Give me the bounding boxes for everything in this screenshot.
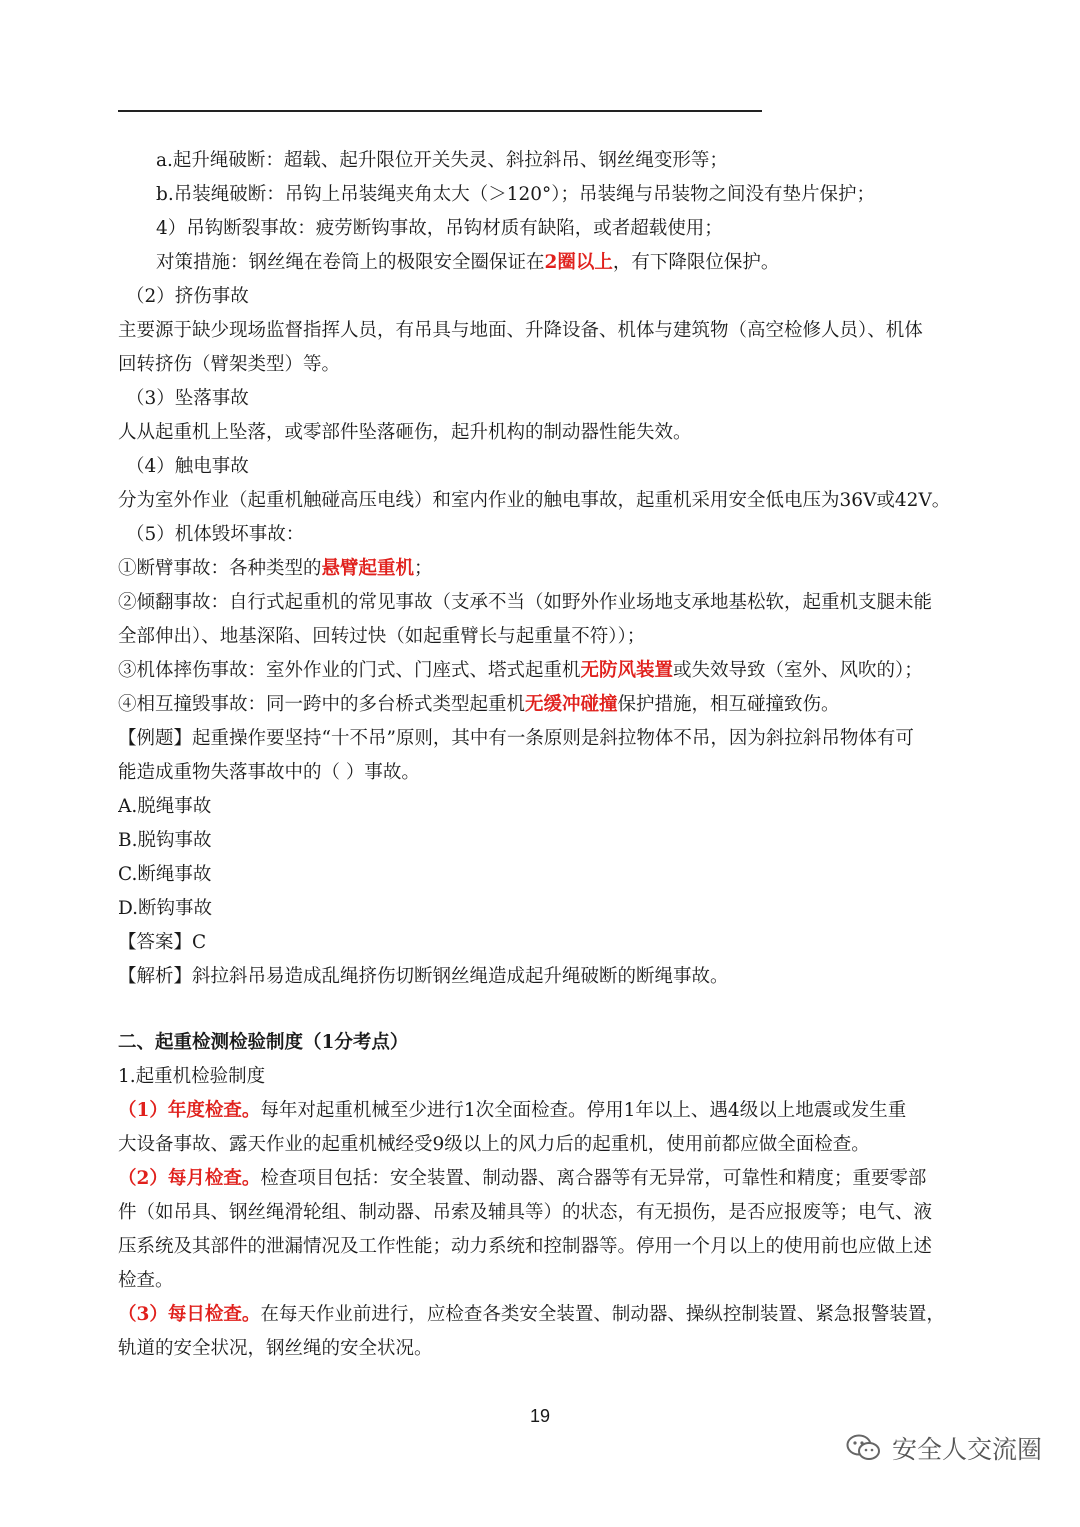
text-line: 分为室外作业（起重机触碰高压电线）和室内作业的触电事故，起重机采用安全低电压为36V或42V。 (118, 490, 951, 511)
text-span: ③机体摔伤事故：室外作业的门式、门座式、塔式起重机 (118, 660, 581, 681)
option-a: A.脱绳事故 (118, 796, 212, 817)
section-heading: （4）触电事故 (126, 456, 249, 477)
option-c: C.断绳事故 (118, 864, 212, 885)
text-line: 件（如吊具、钢丝绳滑轮组、制动器、吊索及辅具等）的状态，有无损伤，是否应报废等；电气、液 (118, 1202, 933, 1223)
text-line (118, 1162, 960, 1196)
highlight-text: （3）每日检查。 (118, 1304, 261, 1325)
text-line: 全部伸出）、地基深陷、回转过快（如起重臂长与起重量不符））； (118, 626, 646, 647)
text-line: a.起升绳破断：超载、起升限位开关失灵、斜拉斜吊、钢丝绳变形等； (156, 150, 728, 171)
text-line (118, 552, 960, 586)
text-span: ，有下降限位保护。 (612, 252, 780, 273)
text-line: ②倾翻事故：自行式起重机的常见事故（支承不当（如野外作业场地支承地基松软，起重机支腿未能 (118, 592, 933, 613)
highlight-text: （1）年度检查。 (118, 1100, 261, 1121)
page-number: 19 (529, 1406, 551, 1426)
option-b: B.脱钩事故 (118, 830, 212, 851)
explanation: 【解析】斜拉斜吊易造成乱绳挤伤切断钢丝绳造成起升绳破断的断绳事故。 (118, 966, 729, 987)
text-span: 检查项目包括：安全装置、制动器、离合器等有无异常，可靠性和精度；重要零部 (260, 1168, 927, 1189)
page-content (118, 144, 960, 1366)
chapter-heading: 二、起重检测检验制度（1分考点） (118, 1032, 409, 1053)
text-span: 保护措施，相互碰撞致伤。 (617, 694, 840, 715)
text-line (118, 246, 960, 280)
subsection-heading: 1.起重机检验制度 (118, 1066, 266, 1087)
text-line: 主要源于缺少现场监督指挥人员，有吊具与地面、升降设备、机体与建筑物（高空检修人员）、机体 (118, 320, 923, 341)
example-question: 【例题】起重操作要坚持“十不吊”原则，其中有一条原则是斜拉物体不吊，因为斜拉斜吊物体有可 (118, 728, 914, 749)
text-span: 在每天作业前进行，应检查各类安全装置、制动器、操纵控制装置、紧急报警装置， (260, 1304, 945, 1325)
text-line: 人从起重机上坠落，或零部件坠落砸伤，起升机构的制动器性能失效。 (118, 422, 692, 443)
highlight-text: （2）每月检查。 (118, 1168, 261, 1189)
section-heading: （5）机体毁坏事故： (126, 524, 305, 545)
text-line (118, 1094, 960, 1128)
wechat-icon (846, 1433, 882, 1463)
option-d: D.断钩事故 (118, 898, 213, 919)
answer: 【答案】C (118, 932, 207, 953)
highlight-text: 2圈以上 (544, 252, 613, 273)
text-line: 回转挤伤（臂架类型）等。 (118, 354, 341, 375)
text-span: 或失效导致（室外、风吹的）； (673, 660, 923, 681)
example-question: 能造成重物失落事故中的（ ）事故。 (118, 762, 420, 783)
watermark (846, 1428, 1042, 1468)
text-line: 4）吊钩断裂事故：疲劳断钩事故，吊钩材质有缺陷，或者超载使用； (156, 218, 723, 239)
highlight-text: 悬臂起重机 (321, 558, 415, 579)
highlight-text: 无缓冲碰撞 (525, 694, 618, 715)
text-line (118, 654, 960, 688)
text-line: b.吊装绳破断：吊钩上吊装绳夹角太大（＞120°）；吊装绳与吊装物之间没有垫片保护； (156, 184, 876, 205)
text-line (118, 1298, 960, 1332)
text-span: 每年对起重机械至少进行1次全面检查。停用1年以上、遇4级以上地震或发生重 (260, 1100, 907, 1121)
text-line (118, 688, 960, 722)
text-span: ； (414, 558, 433, 579)
text-line: 大设备事故、露天作业的起重机械经受9级以上的风力后的起重机，使用前都应做全面检查。 (118, 1134, 870, 1155)
watermark-text: 安全人交流圈 (891, 1435, 1042, 1464)
section-heading: （2）挤伤事故 (126, 286, 249, 307)
highlight-text: 无防风装置 (580, 660, 674, 681)
text-line: 轨道的安全状况，钢丝绳的安全状况。 (118, 1338, 433, 1359)
text-span: 对策措施：钢丝绳在卷筒上的极限安全圈保证在 (156, 252, 545, 273)
header-rule (118, 110, 762, 112)
text-span: ①断臂事故：各种类型的 (118, 558, 322, 579)
text-line: 压系统及其部件的泄漏情况及工作性能；动力系统和控制器等。停用一个月以上的使用前也应做上述 (118, 1236, 933, 1257)
text-line: 检查。 (118, 1270, 174, 1291)
text-span: ④相互撞毁事故：同一跨中的多台桥式类型起重机 (118, 694, 526, 715)
section-heading: （3）坠落事故 (126, 388, 249, 409)
